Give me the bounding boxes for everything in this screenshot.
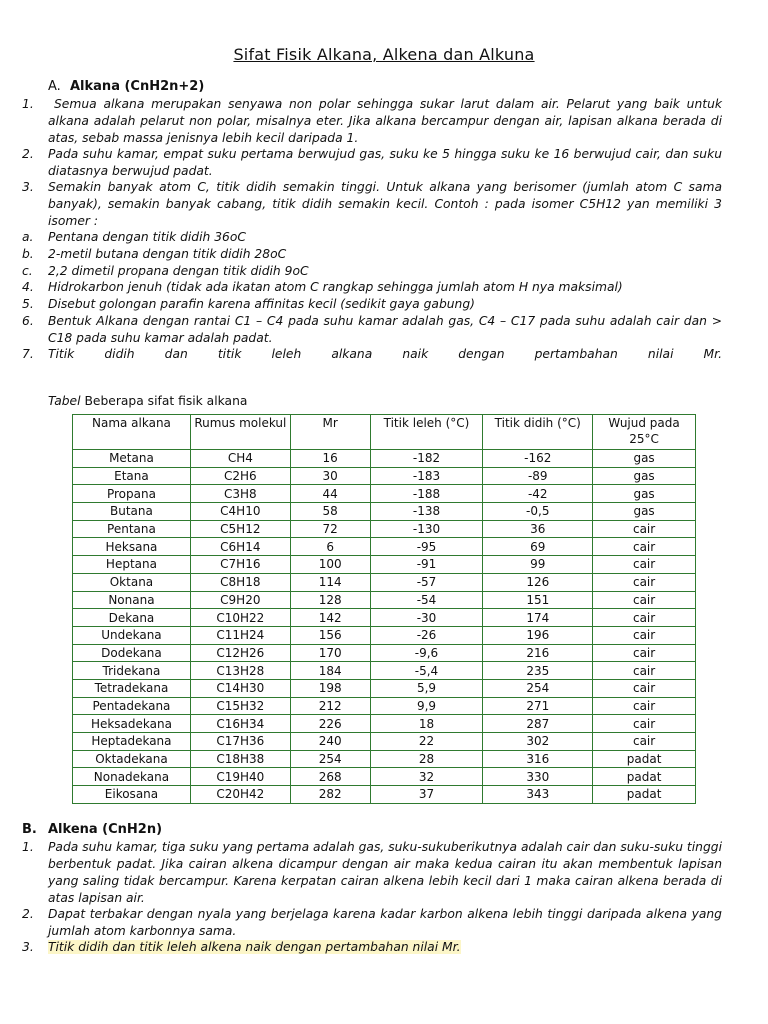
table-cell: Heksadekana	[73, 715, 191, 733]
table-row	[73, 520, 696, 538]
section-b-heading	[22, 822, 162, 837]
table-cell: CH4	[190, 450, 290, 468]
column-header: Wujud pada 25°C	[593, 415, 696, 450]
table-cell: 174	[483, 609, 593, 627]
table-cell: -162	[483, 450, 593, 468]
table-cell: padat	[593, 786, 696, 804]
table-cell: gas	[593, 503, 696, 521]
table-cell: cair	[593, 644, 696, 662]
table-row	[73, 662, 696, 680]
table-cell: 32	[370, 768, 483, 786]
table-cell: C10H22	[190, 609, 290, 627]
table-cell: -30	[370, 609, 483, 627]
table-cell: Undekana	[73, 626, 191, 644]
section-a-label: A.	[48, 79, 61, 94]
table-row	[73, 733, 696, 751]
table-cell: C8H18	[190, 573, 290, 591]
table-cell: cair	[593, 733, 696, 751]
table-row	[73, 503, 696, 521]
alkana-properties-table	[72, 414, 696, 804]
table-cell: 216	[483, 644, 593, 662]
table-body	[73, 450, 696, 804]
table-cell: Etana	[73, 467, 191, 485]
table-row	[73, 750, 696, 768]
table-cell: C2H6	[190, 467, 290, 485]
table-cell: -91	[370, 556, 483, 574]
table-row	[73, 609, 696, 627]
table-cell: 44	[290, 485, 370, 503]
table-cell: -89	[483, 467, 593, 485]
table-row	[73, 573, 696, 591]
table-cell: 18	[370, 715, 483, 733]
table-cell: C13H28	[190, 662, 290, 680]
table-cell: Oktadekana	[73, 750, 191, 768]
table-cell: -26	[370, 626, 483, 644]
table-row	[73, 485, 696, 503]
table-cell: C17H36	[190, 733, 290, 751]
table-cell: Nonadekana	[73, 768, 191, 786]
table-row	[73, 467, 696, 485]
table-cell: Metana	[73, 450, 191, 468]
table-cell: 151	[483, 591, 593, 609]
table-row	[73, 768, 696, 786]
table-cell: Pentadekana	[73, 697, 191, 715]
table-cell: -188	[370, 485, 483, 503]
table-cell: 58	[290, 503, 370, 521]
column-header: Nama alkana	[73, 415, 191, 450]
table-cell: 5,9	[370, 679, 483, 697]
table-cell: -138	[370, 503, 483, 521]
table-cell: C5H12	[190, 520, 290, 538]
table-cell: padat	[593, 768, 696, 786]
table-cell: cair	[593, 697, 696, 715]
table-cell: 114	[290, 573, 370, 591]
table-row	[73, 715, 696, 733]
table-cell: -183	[370, 467, 483, 485]
table-cell: Tetradekana	[73, 679, 191, 697]
table-cell: cair	[593, 609, 696, 627]
table-cell: cair	[593, 556, 696, 574]
table-cell: 22	[370, 733, 483, 751]
table-cell: -9,6	[370, 644, 483, 662]
table-cell: -130	[370, 520, 483, 538]
table-cell: 142	[290, 609, 370, 627]
table-cell: 282	[290, 786, 370, 804]
table-cell: C9H20	[190, 591, 290, 609]
table-cell: -95	[370, 538, 483, 556]
table-row	[73, 556, 696, 574]
table-caption: Tabel Beberapa sifat fisik alkana	[48, 394, 248, 408]
document-page: Sifat Fisik Alkana, Alkena dan Alkuna A. Alkana (CnH2n+2) 1. Semua alkana merupakan senyawa non polar sehingga sukar larut dalam air. Pelarut yang baik untuk alkana adalah pelarut non polar, misalnya eter. Jika alkana bercampur dengan air, lapisan alkana berada di atas, sebab massa jenisnya lebih kecil daripada 1. 2. Pada suhu kamar, empat suku pertama berwujud gas, suku ke 5 hingga suku ke 16 berwujud cair, dan suku diatasnya berwujud padat. 3. Semakin banyak atom C, titik didih semakin tinggi. Untuk alkana yang berisomer (jumlah atom C sama banyak), semakin banyak cabang, titik didih semakin kecil. Contoh : pada isomer C5H12 yan memiliki 3 isomer : a. Pentana dengan titik didih 36oC b. 2-metil butana dengan titik didih 28oC c. 2,2 dimetil propana dengan titik didih 9oC 4. Hidrokarbon jenuh (tidak ada ikatan atom C rangkap sehingga jumlah atom H nya maksimal) 5. Disebut golongan parafin karena affinitas kecil (sedikit gaya gabung) 6. Bentuk Alkana dengan rantai C1 – C4 pada suhu kamar adalah gas, C4 – C17 pada suhu adalah cair dan > C18 pada suhu kamar adalah padat. 7. Titik didih dan titik leleh alkana naik dengan pertambahan nilai Mr. Tabel Beberapa sifat fisik alkana Nama alkana Rumus molekul Mr Titik leleh (°C) Titik didih (°C) Wujud pada 25°C Metana CH4 16 -182 -162 gas Etana C2H6 30 -183 -89 gas Propana C3H8 44 -188 -42 gas Butana C4H10 58 -138 -0,5 gas Pentana C5H12 72 -130 36 cair Heksana C6H14 6 -95 69 cair Heptana C7H16 100 -91 99 cair Oktana C8H18 114 -57 126 cair Nonana C9H20 128 -54 151 cair Dekana C10H22 142 -30 174 cair Undekana C11H24 156 -26 196 cair Dodekana C12H26 170 -9,6 216 cair Tridekana C13H28 184 -5,4 235 cair Tetradekana C14H30 198 5,9 254 cair Pentadekana C15H32 212 9,9 271 cair Heksadekana C16H34 226 18 287 cair Heptadekana C17H36 240 22 302 cair Oktadekana C18H38 254 28 316 padat Nonadekana C19H40 268 32 330 padat Eikosana C20H42 282 37 343 padat B. Alkena (CnH2n) 1. Pada suhu kamar, tiga suku yang pertama adalah gas, suku-sukuberikutnya adalah cair dan suku-suku tinggi berbentuk padat. Jika cairan alkena dicampur dengan air maka kedua cairan itu akan membentuk lapisan yang saling tidak bercampur. Karena kerpatan cairan alkena lebih kecil dari 1 maka cairan alkena berada di atas lapisan air. 2. Dapat terbakar dengan nyala yang berjelaga karena kadar karbon alkena lebih tinggi daripada alkena yang jumlah atom karbonnya sama. 3. Titik didih dan titik leleh alkena naik dengan pertambahan nilai Mr.	[0, 0, 768, 1024]
table-cell: Tridekana	[73, 662, 191, 680]
table-cell: cair	[593, 626, 696, 644]
table-row	[73, 450, 696, 468]
table-cell: -182	[370, 450, 483, 468]
table-cell: 16	[290, 450, 370, 468]
section-b-title: Alkena (CnH2n)	[48, 822, 163, 837]
table-row	[73, 626, 696, 644]
table-cell: 72	[290, 520, 370, 538]
table-cell: C6H14	[190, 538, 290, 556]
table-cell: C16H34	[190, 715, 290, 733]
table-cell: 271	[483, 697, 593, 715]
table-cell: 6	[290, 538, 370, 556]
table-cell: gas	[593, 450, 696, 468]
table-cell: 9,9	[370, 697, 483, 715]
table-cell: C18H38	[190, 750, 290, 768]
table-cell: C3H8	[190, 485, 290, 503]
table-cell: -57	[370, 573, 483, 591]
table-cell: -0,5	[483, 503, 593, 521]
table-cell: 128	[290, 591, 370, 609]
table-cell: C19H40	[190, 768, 290, 786]
table-cell: Heksana	[73, 538, 191, 556]
column-header: Mr	[290, 415, 370, 450]
table-cell: C20H42	[190, 786, 290, 804]
table-cell: 30	[290, 467, 370, 485]
table-cell: 184	[290, 662, 370, 680]
column-header: Titik didih (°C)	[483, 415, 593, 450]
table-cell: 287	[483, 715, 593, 733]
table-cell: 226	[290, 715, 370, 733]
table-cell: C4H10	[190, 503, 290, 521]
table-cell: gas	[593, 467, 696, 485]
table-row	[73, 679, 696, 697]
table-row	[73, 786, 696, 804]
table-cell: cair	[593, 538, 696, 556]
table-cell: 196	[483, 626, 593, 644]
table-cell: Pentana	[73, 520, 191, 538]
table-cell: gas	[593, 485, 696, 503]
section-a-heading	[48, 79, 204, 94]
table-row	[73, 697, 696, 715]
table-cell: Nonana	[73, 591, 191, 609]
table-cell: 126	[483, 573, 593, 591]
table-cell: 240	[290, 733, 370, 751]
table-cell: Dekana	[73, 609, 191, 627]
table-cell: 316	[483, 750, 593, 768]
table-cell: Propana	[73, 485, 191, 503]
table-header-row	[73, 415, 696, 450]
table-cell: Butana	[73, 503, 191, 521]
table-row	[73, 644, 696, 662]
table-cell: 99	[483, 556, 593, 574]
table-cell: 254	[290, 750, 370, 768]
table-cell: C15H32	[190, 697, 290, 715]
table-cell: cair	[593, 573, 696, 591]
table-cell: 36	[483, 520, 593, 538]
table-cell: 100	[290, 556, 370, 574]
table-cell: cair	[593, 662, 696, 680]
column-header: Rumus molekul	[190, 415, 290, 450]
table-cell: cair	[593, 520, 696, 538]
table-cell: 69	[483, 538, 593, 556]
table-cell: cair	[593, 591, 696, 609]
table-cell: C12H26	[190, 644, 290, 662]
table-cell: 235	[483, 662, 593, 680]
table-cell: 254	[483, 679, 593, 697]
table-cell: cair	[593, 715, 696, 733]
table-cell: -42	[483, 485, 593, 503]
table-cell: 37	[370, 786, 483, 804]
table-cell: C14H30	[190, 679, 290, 697]
table-cell: 28	[370, 750, 483, 768]
table-cell: Heptana	[73, 556, 191, 574]
table-row	[73, 538, 696, 556]
section-b-label: B.	[22, 822, 37, 837]
table-cell: 268	[290, 768, 370, 786]
table-cell: Eikosana	[73, 786, 191, 804]
table-cell: -5,4	[370, 662, 483, 680]
highlighted-text: Titik didih dan titik leleh alkena naik dengan pertambahan nilai Mr.	[48, 940, 461, 954]
table-cell: 302	[483, 733, 593, 751]
table-cell: 170	[290, 644, 370, 662]
table-cell: C7H16	[190, 556, 290, 574]
table-cell: 330	[483, 768, 593, 786]
table-cell: Heptadekana	[73, 733, 191, 751]
section-a-title: Alkana (CnH2n+2)	[70, 79, 205, 94]
table-cell: C11H24	[190, 626, 290, 644]
page-title: Sifat Fisik Alkana, Alkena dan Alkuna	[233, 45, 535, 64]
table-cell: 212	[290, 697, 370, 715]
table-cell: Dodekana	[73, 644, 191, 662]
table-cell: 343	[483, 786, 593, 804]
column-header: Titik leleh (°C)	[370, 415, 483, 450]
table-cell: padat	[593, 750, 696, 768]
table-cell: Oktana	[73, 573, 191, 591]
table-cell: cair	[593, 679, 696, 697]
table-cell: 156	[290, 626, 370, 644]
table-row	[73, 591, 696, 609]
table-cell: -54	[370, 591, 483, 609]
table-cell: 198	[290, 679, 370, 697]
